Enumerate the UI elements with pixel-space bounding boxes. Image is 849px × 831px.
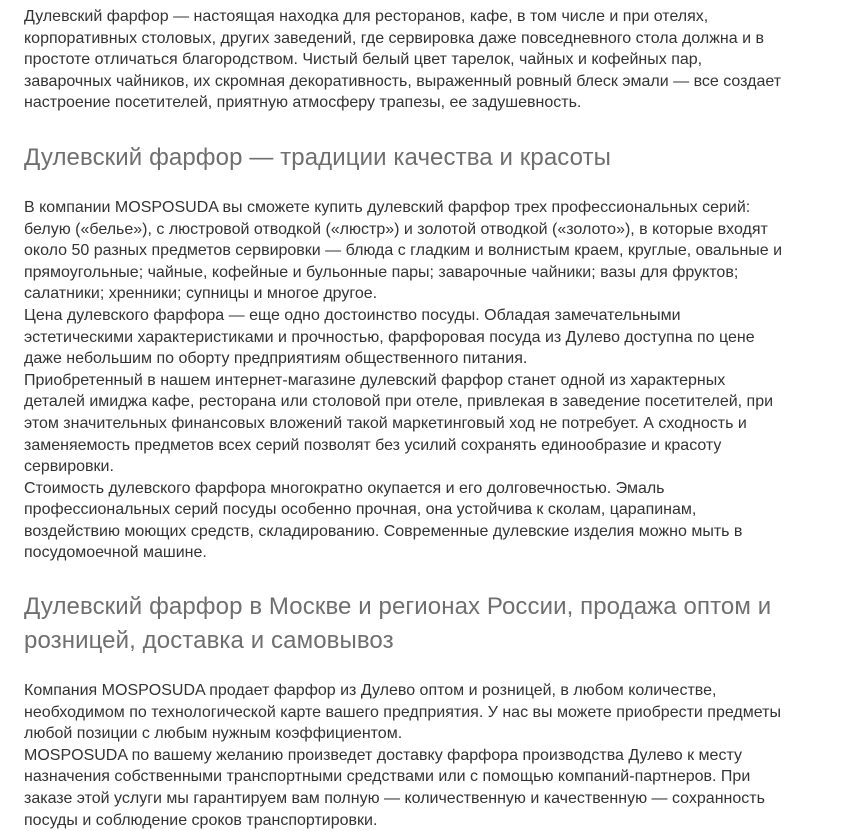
- intro-block: [24, 6, 785, 114]
- section-one-paragraph-4: Стоимость дулевского фарфора многократно окупается и его долговечностью. Эмаль профессиональных серий посуды особенно прочная, она устойчива к сколам, царапинам, воздействию моющих средств, складированию. Современные дулевские изделия можно мыть в посудомоечной машине.: [24, 479, 743, 562]
- section-one-body: [24, 175, 785, 564]
- section-one-heading: Дулевский фарфор — традиции качества и красоты: [24, 143, 611, 171]
- section-one-heading-wrap: [24, 114, 785, 175]
- section-two-paragraph-1: Компания MOSPOSUDA продает фарфор из Дулево оптом и розницей, в любом количестве, необходимом по технологической карте вашего предприятия. У нас вы можете приобрести предметы любой позиции с любым нужным коэффициентом.: [24, 682, 781, 743]
- section-one-paragraph-1: В компании MOSPOSUDA вы сможете купить дулевский фарфор трех профессиональных серий: белую («белье»), с люстровой отводкой («люстр») и золотой отводкой («золото»), в которые входят около 50 разных предметов сервировки — блюда с гладким и волнистым краем, круглые, овальные и прямоугольные; чайные, кофейные и бульонные пары; заварочные чайники; вазы для фруктов; салатники; хренники; супницы и многое другое.: [24, 198, 783, 303]
- section-two-heading-wrap: [24, 564, 785, 658]
- intro-paragraph-1: Дулевский фарфор — настоящая находка для ресторанов, кафе, в том числе и при отелях, корпоративных столовых, других заведений, где сервировка даже повседневного стола должна и в простоте отличаться благородством. Чистый белый цвет тарелок, чайных и кофейных пар, заварочных чайников, их скромная декоративность, выраженный ровный блеск эмали — все создает настроение посетителей, приятную атмосферу трапезы, ее задушевность.: [24, 8, 782, 112]
- section-one-paragraph-3: Приобретенный в нашем интернет-магазине дулевский фарфор станет одной из характерных деталей имиджа кафе, ресторана или столовой при отеле, привлекая в заведение посетителей, при этом значительных финансовых вложений такой маркетинговый ход не потребует. А сходность и заменяемость предметов всех серий позволят без усилий сохранять единообразие и красоту сервировки.: [24, 371, 774, 476]
- section-two-body: [24, 658, 785, 831]
- section-one-paragraph-2: Цена дулевского фарфора — еще одно достоинство посуды. Обладая замечательными эстетическими характеристиками и прочностью, фарфоровая посуда из Дулево доступна по цене даже небольшим по оборту предприятиям общественного питания.: [24, 306, 755, 368]
- article-body: [24, 0, 785, 831]
- section-two-paragraph-2: MOSPOSUDA по вашему желанию произведет доставку фарфора производства Дулево к месту назначения собственными транспортными средствами или с помощью компаний-партнеров. При заказе этой услуги мы гарантируем вам полную — количественную и качественную — сохранность посуды и соблюдение сроков транспортировки.: [24, 746, 765, 829]
- section-two-heading: Дулевский фарфор в Москве и регионах России, продажа оптом и розницей, доставка и самовывоз: [24, 593, 772, 655]
